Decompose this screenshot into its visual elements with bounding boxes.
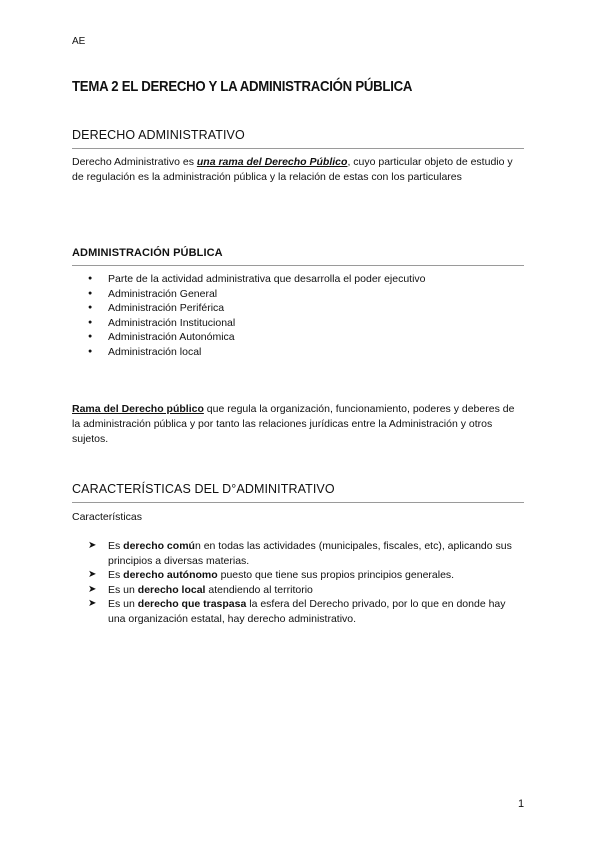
administracion-list	[72, 272, 524, 360]
rama-paragraph	[72, 402, 524, 447]
list-item: ● Administración Institucional	[88, 316, 524, 331]
section-derecho-administrativo	[72, 128, 524, 185]
definition-text-before: Derecho Administrativo es	[72, 156, 197, 168]
item-text-before: Es	[108, 569, 124, 582]
item-text-bold: derecho comú	[123, 540, 195, 552]
arrow-bullet-icon: ➤	[88, 583, 97, 595]
arrow-bullet-icon: ➤	[88, 569, 97, 581]
arrow-bullet-icon: ➤	[88, 598, 97, 610]
list-item: ● Administración Periférica	[88, 301, 524, 316]
list-item: ● Administración Autonómica	[88, 330, 524, 345]
page-title: TEMA 2 EL DERECHO Y LA ADMINISTRACIÓN PÚBLICA	[72, 78, 413, 95]
item-text-bold: derecho local	[137, 583, 206, 596]
item-text-before: Es un	[108, 598, 138, 611]
list-item: ● Parte de la actividad administrativa que desarrolla el poder ejecutivo	[88, 272, 524, 287]
section-caracteristicas	[72, 482, 524, 627]
list-item	[88, 539, 524, 568]
caracteristicas-subheading: Características	[72, 511, 143, 523]
item-text-after: la esfera del Derecho privado, por lo que en donde hay una organización estatal, hay derecho administrativo.	[108, 598, 506, 625]
item-text-after: atendiendo al territorio	[205, 583, 313, 596]
rama-text-after: que regula la organización, funcionamiento, poderes y deberes de la administración pública y por tanto las relaciones jurídicas entre la Administración y otros sujetos.	[72, 403, 515, 445]
header-tag: AE	[72, 36, 86, 47]
list-item	[88, 568, 524, 583]
item-text-after: puesto que tiene sus propios principios generales.	[217, 569, 455, 582]
section-heading-caracteristicas: CARACTERÍSTICAS DEL D°ADMINITRATIVO	[72, 482, 524, 503]
rama-emphasis: Rama del Derecho público	[72, 403, 204, 415]
section-heading-administracion-publica: ADMINISTRACIÓN PÚBLICA	[72, 247, 524, 266]
derecho-administrativo-definition	[72, 155, 524, 185]
page-number: 1	[518, 798, 525, 810]
section-rama	[72, 402, 524, 447]
item-text-before: Es un	[108, 583, 138, 596]
item-text-before: Es	[108, 540, 124, 552]
list-item: ● Administración local	[88, 345, 524, 360]
item-text-bold: derecho que traspasa	[137, 598, 247, 611]
definition-emphasis: una rama del Derecho Público	[196, 156, 348, 168]
item-text-after: n en todas las actividades (municipales, fiscales, etc), aplicando sus principios a diversas materias.	[108, 540, 512, 567]
list-item	[88, 597, 524, 626]
section-heading-derecho-administrativo: DERECHO ADMINISTRATIVO	[72, 128, 524, 149]
caracteristicas-list	[72, 539, 524, 627]
arrow-bullet-icon: ➤	[88, 540, 97, 551]
section-administracion-publica	[72, 247, 524, 360]
item-text-bold: derecho autónomo	[123, 569, 218, 582]
list-item	[88, 583, 524, 598]
list-item: ● Administración General	[88, 287, 524, 302]
definition-text-after: , cuyo particular objeto de estudio y de regulación es la administración pública y la relación de estas con los particulares	[72, 156, 513, 183]
